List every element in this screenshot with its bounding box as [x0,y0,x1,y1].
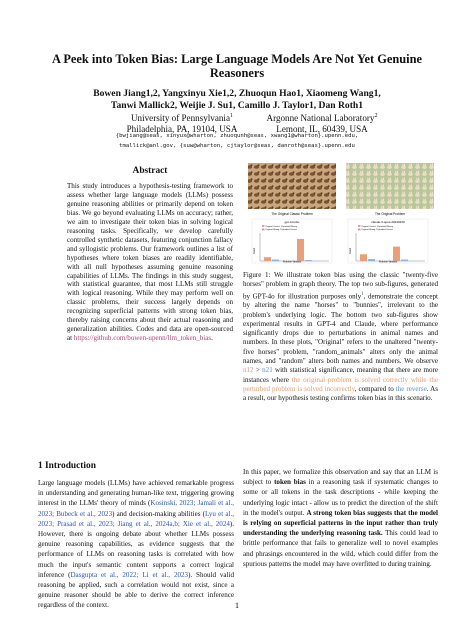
chart-gpt4 [252,219,332,263]
legend-swatch [262,228,264,230]
affiliation-sup: 2 [374,113,378,119]
legend-swatch [358,228,360,230]
page-number: 1 [234,600,240,610]
body-text: in a reasoning task if systematic changes to some or all tokens in the task descriptions - while keeping the underlying logic intact - allow us to predict the direction of the shift in the model's output. [243,478,438,517]
body-text: This could lead to brittle performance that fails to generalize well to novel examples and phrasings encountered in the wild, which could differ from the spurious patterns the model may have overfitted to during training. [243,529,438,568]
citation-link[interactable]: Lyu et al., 2023; Prasad et al., 2023; Jiang et al., 2024a,b; Xie et al., 2024 [38,509,234,528]
chart-title: claude-3-opus-20240229 [371,220,405,224]
x-axis-label: Problem Variants [282,260,302,264]
abstract-body: This study introduces a hypothesis-testing framework to assess whether large language models (LLMs) possess genuine reasoning abilities or primarily depend on token bias. We go beyond evaluating LLMs on accuracy; rather, we aim to investigate their token bias in solving logical reasoning tasks. Specifically, we develop carefully controlled synthetic datasets, featuring conjunction fallacy and syllogistic problems. Our framework outlines a list of hypotheses where token biases are readily identifiable, with all null hypotheses assuming genuine reasoning capabilities of LLMs. The findings in this study suggest, with statistical guarantee, that most LLMs still struggle with logical reasoning. While they may perform well on classic problems, their success largely depends on recognizing superficial patterns with strong token bias, thereby raising concerns about their actual reasoning and generalization abilities. Codes and data are open-sourced at https://github.com/bowen-upenn/llm_token_bias. [67,182,233,343]
affiliation-name: Argonne National Laboratory [266,113,375,124]
x-axis-label: Problem Variants [378,260,398,264]
affiliation-argonne [252,111,392,134]
bunnies-illustration [346,163,434,209]
gt-symbol: > [253,366,263,375]
legend-label: Original Wrong, Perturbed Correct [265,229,297,232]
affiliation-name: University of Pennsylvania [130,113,230,124]
abstract-text: This study introduces a hypothesis-testing framework to assess whether large language models (LLMs) possess genuine reasoning abilities or primarily depend on token bias. We go beyond evaluating LLMs on accuracy; rather, we aim to investigate their token bias in solving logical reasoning tasks. Specifically, we develop carefully controlled synthetic datasets, featuring conjunction fallacy and syllogistic problems. Our framework outlines a list of hypotheses where token biases are readily identifiable, with all null hypotheses assuming genuine reasoning capabilities of LLMs. The findings in this study suggest, with statistical guarantee, that most LLMs still struggle with logical reasoning. While they may perform well on classic problems, their success largely depends on recognizing superficial patterns with strong token bias, thereby raising concerns about their actual reasoning and generalization abilities. Codes and data are open-sourced at [67,182,233,343]
y-axis-label: Count [349,247,352,255]
paper-title: A Peek into Token Bias: Large Language Models Are Not Yet Genuine Reasoners [51,52,422,80]
figure-1 [246,163,438,271]
key-claim: A strong token bias suggests that the model is relying on superficial patterns in the input rather than truly understanding the underlying reasoning task. [243,508,438,538]
caption-highlight-blue: the reverse [395,384,427,393]
horses-illustration [248,163,336,209]
intro-text: Large language models (LLMs) have achieved remarkable progress in understanding and generating human-like text, triggering growing interest in the LLMs' theory of minds ( [38,479,234,508]
bar [360,254,367,261]
email-line-1: {bwjiang@seas, xinyux@wharton, zhuoqunh@seas, xwang1@wharton}.upenn.edu, [115,133,359,139]
n12-symbol: n12 [243,366,254,375]
affiliation-place: Lemont, IL, 60439, USA [276,123,368,134]
chart-claude [348,219,428,263]
intro-text: ). Should valid reasoning be applied, such a correlation would not exist, since a genuine reasoner should be able to derive the correct inference regardless of the context. [38,570,234,610]
legend-label: Original Wrong, Perturbed Correct [361,229,393,232]
caption-text: Figure 1: We illustrate token bias using the classic "twenty-five horses" problem in graph theory. The top two sub-figures, generated by GPT-4o for illustration purposes only [243,271,438,300]
affiliation-place: Philadelphia, PA, 19104, USA [126,123,238,134]
authors-line-2: Tanwi Mallick2, Weijie J. Su1, Camillo J. Taylor1, Dan Roth1 [110,99,364,111]
caption-text: . As a result, our hypothesis testing confirms token bias in this scenario. [243,384,438,403]
bar [264,257,271,261]
token-bias-term: token bias [274,478,306,487]
citation-link[interactable]: Dasgupta et al., 2022; Li et al., 2023 [70,570,189,579]
legend-label: Original Correct, Perturbed Wrong [265,225,297,228]
affiliation-sup: 1 [230,113,233,119]
bar [297,239,304,261]
section-heading-introduction: 1 Introduction [38,461,96,471]
right-column-body [243,467,438,569]
caption-text: , compared to [354,384,396,393]
introduction-body [38,478,234,611]
caption-text: , demonstrate the concept by altering the name "horses" to "bunnies", irrelevant to the problem's underlying logic. The bottom two sub-figures show experimental results in GPT-4 and Claude, where performance significantly drops due to perturbations in animal names and numbers. In these plots, "Original" refers to the unaltered "twenty-five horses" problem, "random_animals" alters only the animal names, and "random" alters both names and numbers. We observe [243,291,439,366]
abstract-heading: Abstract [132,166,168,176]
email-line-2: tmallick@anl.gov, {suw@wharton, cjtaylor@seas, danroth@seas}.upenn.edu [119,143,355,149]
caption-highlight-orange: the original problem is solved correctly while the perturbed problem is solved incorrectly [243,375,438,393]
panel-left-caption: The Original Classic Problem [271,212,313,216]
caption-text: with statistical significance, meaning that there are more instances where [243,366,438,384]
legend-label: Original Correct, Perturbed Wrong [361,225,393,228]
legend-swatch [262,225,264,227]
bar [272,260,279,261]
authors-line-1: Bowen Jiang1,2, Yangxinyu Xie1,2, Zhuoqun Hao1, Xiaomeng Wang1, [93,88,381,99]
author-list [40,88,434,111]
footnote-mark[interactable]: 1 [361,291,364,297]
bar [368,259,375,261]
panel-right-caption: The Original Problem [374,212,406,216]
body-text: In this paper, we formalize this observation and say that an LLM is subject to [243,468,438,487]
y-axis-label: Count [253,247,256,255]
bar [305,260,312,261]
chart-title: gpt-4-turbo [284,220,300,224]
intro-text: ) and decision-making abilities ( [112,509,205,518]
citation-link[interactable]: Kosinski, 2023; Jamali et al., 2023; Bubeck et al., 2023 [38,499,234,518]
bar [401,260,408,261]
figure-caption [243,271,438,404]
legend-swatch [358,225,360,227]
bar [393,247,400,261]
intro-text: ). However, there is ongoing debate about whether LLMs possess genuine reasoning capabilities, as evidence suggests that the performance of LLMs on reasoning tasks is correlated with how much the input's semantic content supports a correct logical inference ( [38,519,234,579]
n21-symbol: n21 [262,366,273,375]
code-link[interactable]: https://github.com/bowen-upenn/llm_token_bias [73,334,212,343]
affiliation-upenn [112,111,252,134]
